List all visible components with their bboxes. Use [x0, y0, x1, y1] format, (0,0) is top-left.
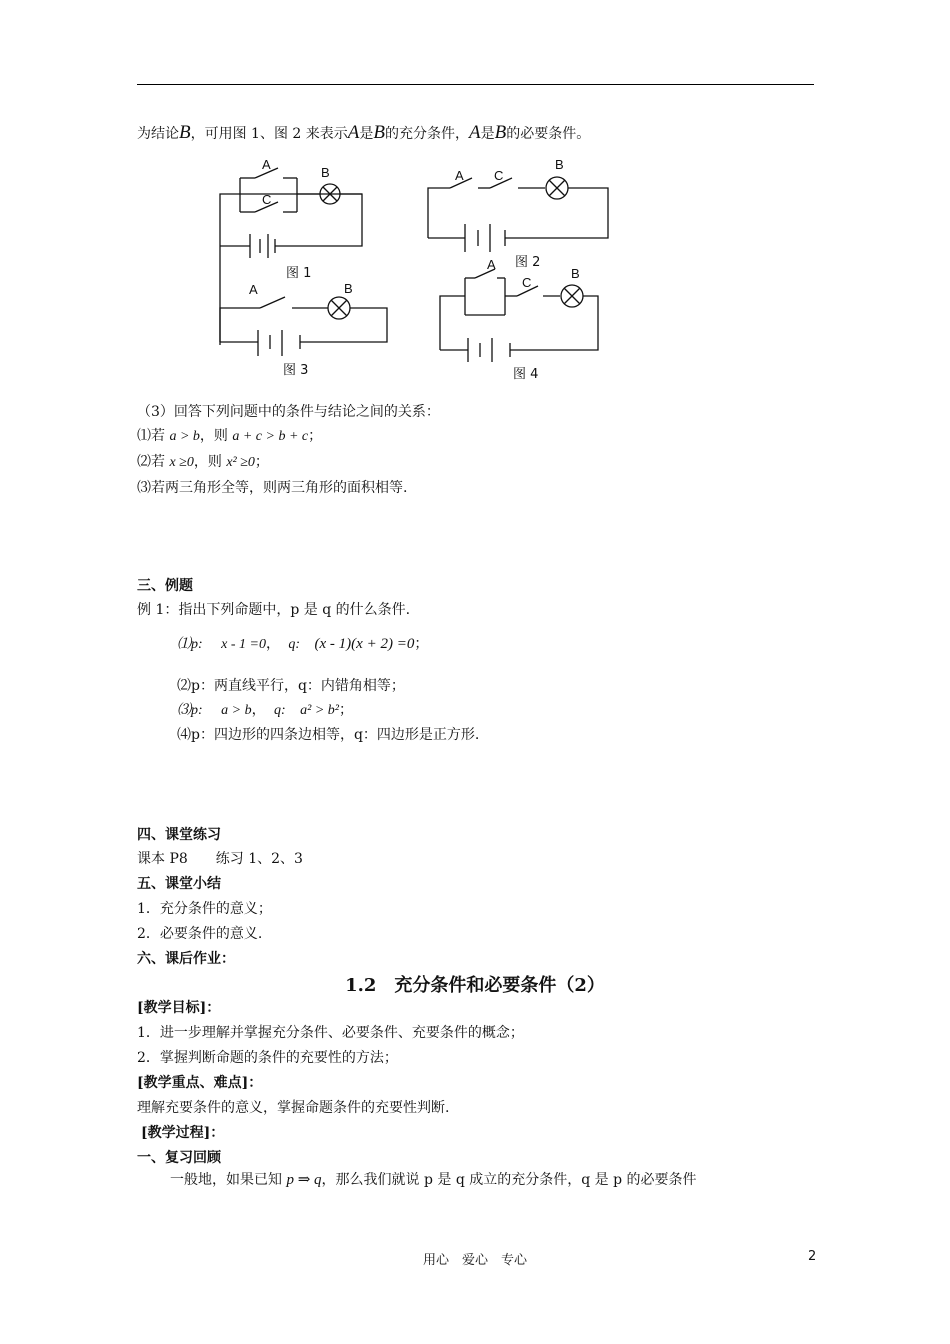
- summary-heading: 五、课堂小结: [137, 876, 221, 892]
- intro-line: [137, 123, 590, 144]
- switch-label-C: C: [522, 275, 532, 290]
- math-q-label: q:: [274, 703, 286, 718]
- key-points-heading: [教学重点、难点]：: [137, 1075, 263, 1091]
- item-sep: ，: [265, 636, 280, 652]
- math-p: x - 1 =0: [221, 637, 266, 652]
- summary-item-1: 1．充分条件的意义；: [137, 901, 272, 917]
- switch-label-A: A: [487, 257, 496, 272]
- example-1-item-2: ⑵p：两直线平行，q：内错角相等；: [177, 678, 405, 694]
- math-condition: a > b: [169, 429, 200, 444]
- math-B: B: [373, 122, 385, 143]
- key-points-text: 理解充要条件的意义，掌握命题条件的充要性判断.: [137, 1100, 450, 1116]
- section-title: 1.2 充分条件和必要条件（2）: [345, 975, 605, 996]
- circuit-figure-2: [428, 177, 608, 252]
- item-end: ；: [254, 454, 269, 470]
- item-text: 若: [151, 428, 165, 444]
- homework-heading: 六、课后作业：: [137, 951, 235, 967]
- intro-text-5: 是: [480, 126, 495, 142]
- figure-3-caption: 图 3: [283, 363, 309, 378]
- question-3-item-1: [137, 426, 322, 447]
- math-q-label: q:: [288, 637, 301, 652]
- item-text: ，则: [193, 454, 222, 470]
- item-end: ；: [339, 702, 353, 718]
- item-text: 若: [151, 454, 165, 470]
- switch-label-C: C: [262, 192, 272, 207]
- figure-4-caption: 图 4: [513, 367, 539, 382]
- question-3-item-3: ⑶若两三角形全等，则两三角形的面积相等.: [137, 480, 408, 496]
- math-conclusion: a + c > b + c: [232, 429, 309, 444]
- circuit-diagrams: [0, 150, 950, 385]
- item-sep: ，: [251, 702, 266, 718]
- math-implication: p ⇒ q: [286, 1172, 322, 1188]
- item-end: ；: [414, 636, 429, 652]
- item-number: ⑶p:: [177, 703, 203, 718]
- switch-label-C: C: [494, 168, 504, 183]
- math-conclusion: x² ≥0: [226, 455, 255, 470]
- item-text: ，则: [199, 428, 228, 444]
- examples-heading: 三、例题: [137, 578, 193, 594]
- circuit-figure-4: [440, 269, 598, 362]
- circuit-figure-3: [220, 297, 387, 356]
- goal-item-2: 2．掌握判断命题的条件的充要性的方法；: [137, 1050, 398, 1066]
- figure-2-caption: 图 2: [515, 255, 541, 270]
- item-number: ⑴p:: [177, 637, 203, 652]
- figure-1-caption: 图 1: [286, 266, 312, 281]
- goal-item-1: 1．进一步理解并掌握充分条件、必要条件、充要条件的概念；: [137, 1025, 524, 1041]
- lamp-label-B: B: [321, 165, 330, 180]
- switch-label-A: A: [262, 157, 271, 172]
- intro-text-6: 的必要条件。: [506, 126, 591, 142]
- review-text-2: ，那么我们就说 p 是 q 成立的充分条件，q 是 p 的必要条件: [321, 1172, 697, 1188]
- switch-label-A: A: [249, 282, 258, 297]
- math-B: B: [179, 122, 191, 143]
- intro-text-3: 是: [359, 126, 374, 142]
- math-condition: x ≥0: [169, 455, 194, 470]
- switch-label-A: A: [455, 168, 464, 183]
- page-number: 2: [808, 1249, 817, 1264]
- example-1-item-3: [177, 700, 353, 721]
- summary-item-2: 2．必要条件的意义.: [137, 926, 263, 942]
- practice-text: 课本 P8 练习 1、2、3: [137, 851, 303, 867]
- math-p: a > b: [221, 703, 252, 718]
- question-3-heading: （3）回答下列问题中的条件与结论之间的关系：: [137, 404, 440, 420]
- question-3-item-2: [137, 452, 269, 473]
- item-number: ⑵: [137, 454, 151, 470]
- review-text-1: 一般地，如果已知: [170, 1172, 282, 1188]
- process-heading: [教学过程]：: [141, 1125, 225, 1141]
- intro-text-4: 的充分条件，: [385, 126, 469, 142]
- math-A: A: [347, 122, 360, 143]
- math-B: B: [494, 122, 507, 143]
- math-A: A: [469, 122, 481, 143]
- example-1-item-4: ⑷p：四边形的四条边相等，q：四边形是正方形.: [177, 727, 480, 743]
- lamp-label-B: B: [555, 157, 564, 172]
- footer-motto: 用心 爱心 专心: [422, 1253, 527, 1268]
- math-q: a² > b²: [300, 703, 339, 718]
- review-text: [170, 1170, 697, 1190]
- practice-heading: 四、课堂练习: [137, 827, 221, 843]
- example-1-intro: 例 1：指出下列命题中，p 是 q 的什么条件.: [137, 602, 411, 618]
- goals-heading: [教学目标]：: [137, 1000, 221, 1016]
- header-rule: [137, 84, 814, 85]
- item-number: ⑴: [137, 428, 151, 444]
- intro-text-2: ，可用图 1、图 2 来表示: [190, 126, 348, 142]
- review-heading: 一、复习回顾: [137, 1150, 221, 1166]
- math-q: (x - 1)(x + 2) =0: [314, 636, 415, 652]
- lamp-label-B: B: [571, 266, 580, 281]
- item-end: ；: [308, 428, 323, 444]
- example-1-item-1: [177, 634, 428, 655]
- intro-text-1: 为结论: [137, 126, 179, 142]
- lamp-label-B: B: [344, 281, 353, 296]
